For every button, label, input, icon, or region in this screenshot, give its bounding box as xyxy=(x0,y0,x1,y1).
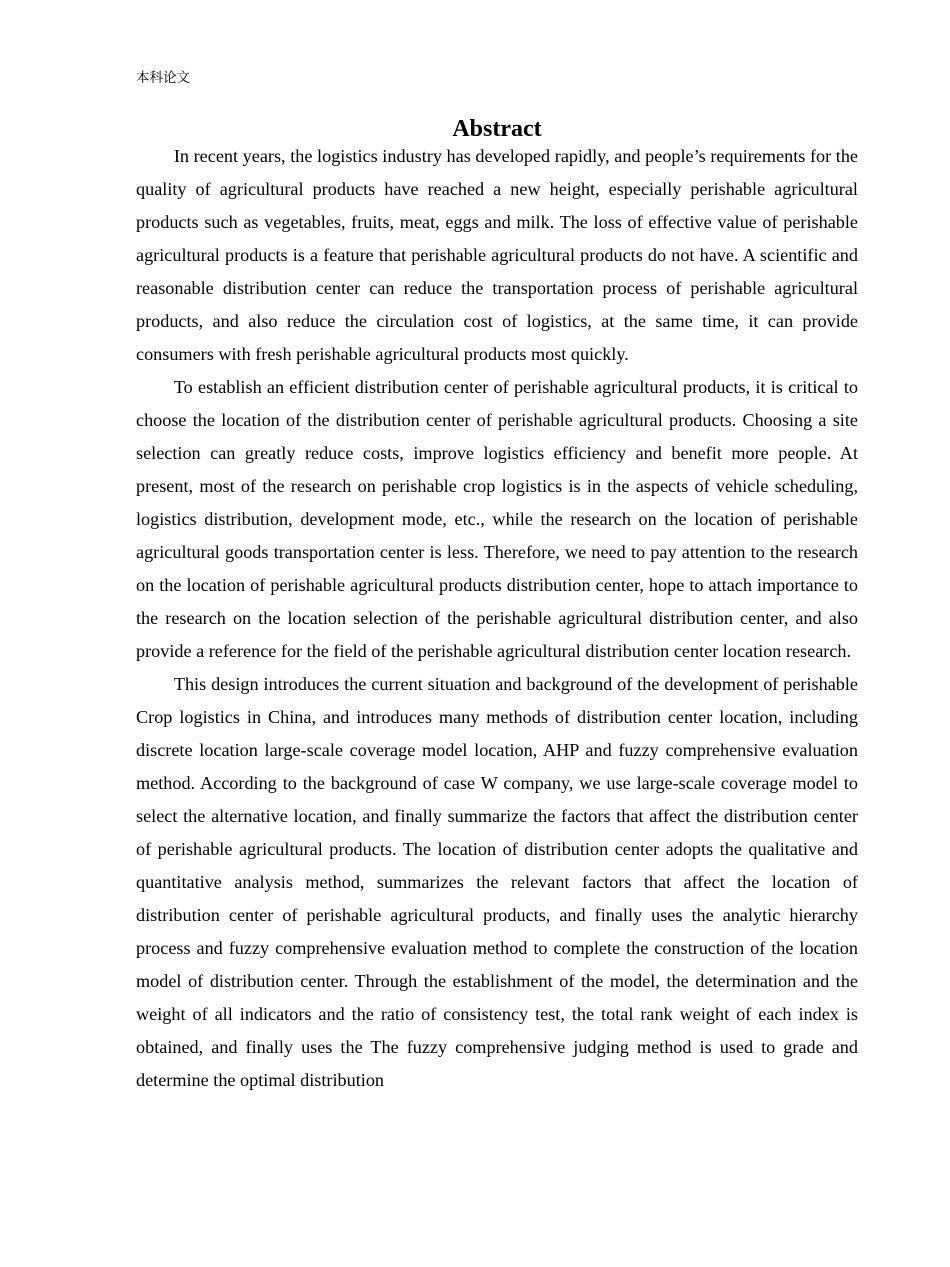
running-header: 本科论文 xyxy=(136,70,190,86)
abstract-heading: Abstract xyxy=(452,116,542,142)
abstract-paragraph-2: To establish an efficient distribution center of perishable agricultural products, it is critical to choose the location of the distribution center of perishable agricultural products. Choosing a site selection can greatly reduce costs, improve logistics efficiency and benefit more people. At present, most of the research on perishable crop logistics is in the aspects of vehicle scheduling, logistics distribution, development mode, etc., while the research on the location of perishable agricultural goods transportation center is less. Therefore, we need to pay attention to the research on the location of perishable agricultural products distribution center, hope to attach importance to the research on the location selection of the perishable agricultural distribution center, and also provide a reference for the field of the perishable agricultural distribution center location research. xyxy=(136,377,858,661)
abstract-paragraph-3: This design introduces the current situation and background of the development of perishable Crop logistics in China, and introduces many methods of distribution center location, including discrete location large-scale coverage model location, AHP and fuzzy comprehensive evaluation method. According to the background of case W company, we use large-scale coverage model to select the alternative location, and finally summarize the factors that affect the distribution center of perishable agricultural products. The location of distribution center adopts the qualitative and quantitative analysis method, summarizes the relevant factors that affect the location of distribution center of perishable agricultural products, and finally uses the analytic hierarchy process and fuzzy comprehensive evaluation method to complete the construction of the location model of distribution center. Through the establishment of the model, the determination and the weight of all indicators and the ratio of consistency test, the total rank weight of each index is obtained, and finally uses the The fuzzy comprehensive judging method is used to grade and determine the optimal distribution xyxy=(136,674,858,1090)
abstract-body xyxy=(136,140,858,1097)
abstract-paragraph-1: In recent years, the logistics industry has developed rapidly, and people’s requirements for the quality of agricultural products have reached a new height, especially perishable agricultural products such as vegetables, fruits, meat, eggs and milk. The loss of effective value of perishable agricultural products is a feature that perishable agricultural products do not have. A scientific and reasonable distribution center can reduce the transportation process of perishable agricultural products, and also reduce the circulation cost of logistics, at the same time, it can provide consumers with fresh perishable agricultural products most quickly. xyxy=(136,146,858,364)
